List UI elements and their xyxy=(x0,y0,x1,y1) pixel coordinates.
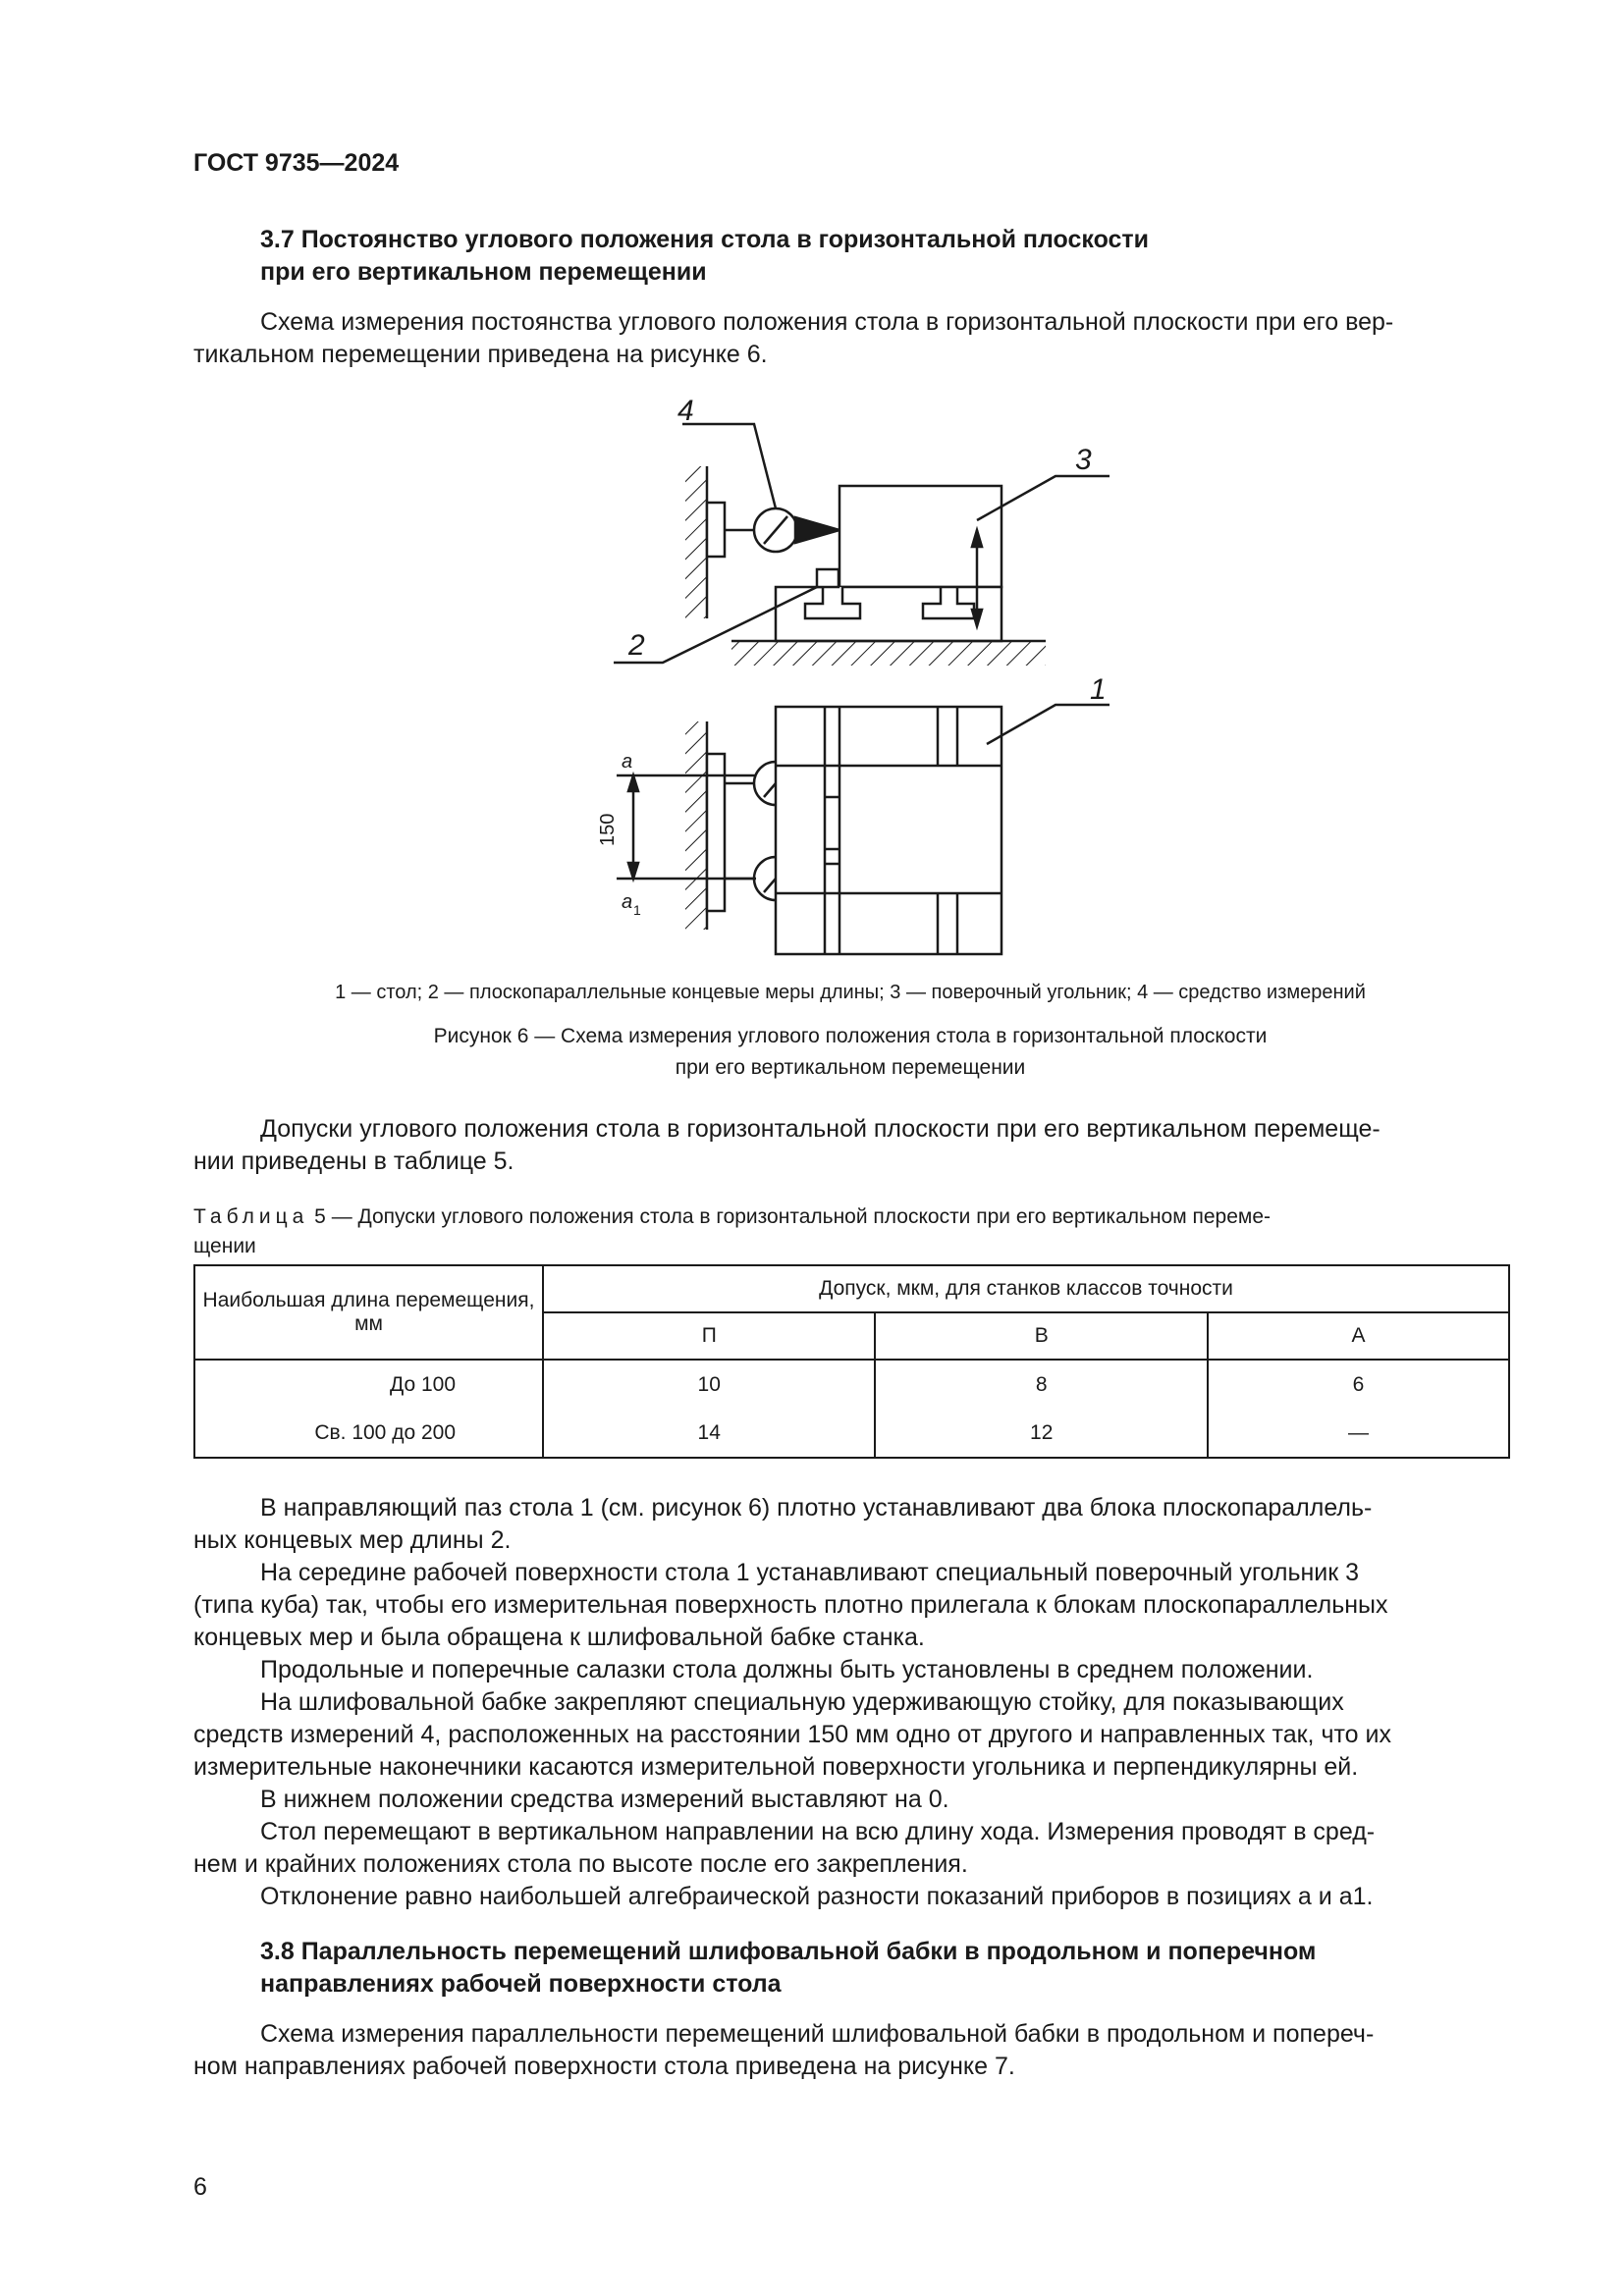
fig-label-a: a xyxy=(622,751,633,773)
section-3-8-title: 3.8 Параллельность перемещений шлифовальной бабки в продольном и поперечном направлениях рабочей поверхности стола xyxy=(260,1938,1317,1998)
section-3-7-intro: Схема измерения постоянства углового положения стола в горизонтальной плоскости при его вер- тикальном перемещении приведена на рисунке 6. xyxy=(193,308,1394,368)
figure-6-diagram xyxy=(550,388,1107,957)
table-side-view xyxy=(776,707,1001,954)
section-3-7-title: 3.7 Постоянство углового положения стола в горизонтальной плоскости при его вертикальном перемещении xyxy=(260,226,1150,286)
wall-hatch-top xyxy=(685,466,707,618)
gauge-block-top xyxy=(817,569,839,587)
wall-hatch-bottom xyxy=(685,721,707,930)
fig-label-3: 3 xyxy=(1075,444,1092,476)
section-3-8-intro: Схема измерения параллельности перемещений шлифовальной бабки в продольном и попереч- ном направлениях рабочей поверхности стола приведена на рисунке 7. xyxy=(193,2020,1375,2080)
page-number: 6 xyxy=(193,2173,207,2201)
document-header: ГОСТ 9735—2024 xyxy=(193,149,400,177)
table-header-length: Наибольшая длина перемещения, мм xyxy=(194,1265,543,1360)
fig-label-4: 4 xyxy=(677,395,694,427)
fig-label-a1: a xyxy=(622,891,633,913)
fig-label-2: 2 xyxy=(628,629,645,662)
table-5-caption: Таблица 5 — Допуски углового положения стола в горизонтальной плоскости при его вертикальном переме- щении xyxy=(193,1205,1272,1257)
fig-label-a1-sub: 1 xyxy=(633,902,641,918)
procedure-text: В направляющий паз стола 1 (см. рисунок 6) плотно устанавливают два блока плоскопараллель- ных концевых мер длины 2. На середине рабочей поверхности стола 1 устанавливают специальный поверочный угольник 3 (типа куба) так, чтобы его измерительная поверхность плотно прилегала к блокам плоскопараллельных концевых мер и была обращена к шлифовальной бабке станка. Продольные и поперечные салазки стола должны быть установлены в среднем положении. На шлифовальной бабке закрепляют специальную удерживающую стойку, для показывающих средств измерений 4, расположенных на расстоянии 150 мм одно от другого и направленных так, что их измерительные наконечники касаются измерительной поверхности угольника и перпендикулярны ей. В нижнем положении средства измерений выставляют на 0. Стол перемещают в вертикальном направлении на всю длину хода. Измерения проводят в сред- нем и крайних положениях стола по высоте после его закрепления. Отклонение равно наибольшей алгебраической разности показаний приборов в позициях a и a1. xyxy=(193,1494,1391,1910)
holder-top xyxy=(707,503,725,557)
table-header-group: Допуск, мкм, для станков классов точности xyxy=(543,1265,1509,1312)
ground-hatch xyxy=(731,641,1046,666)
fig-label-1: 1 xyxy=(1090,673,1107,706)
table-row: До 100 10 8 6 xyxy=(194,1360,1509,1409)
table-5 xyxy=(193,1264,1510,1459)
table-row: Св. 100 до 200 14 12 — xyxy=(194,1409,1509,1458)
holder-bottom xyxy=(707,754,725,911)
leader-1 xyxy=(987,705,1110,744)
figure-6-legend: 1 — стол; 2 — плоскопараллельные концевые меры длины; 3 — поверочный угольник; 4 — средство измерений xyxy=(335,982,1366,1003)
fig-dimension-150: 150 xyxy=(597,813,619,846)
table-header-class-p: П xyxy=(543,1312,875,1360)
probe-cone-top xyxy=(795,517,839,543)
figure-6-caption: Рисунок 6 — Схема измерения углового положения стола в горизонтальной плоскости при его вертикальном перемещении xyxy=(433,1025,1268,1079)
table-header-class-a: А xyxy=(1208,1312,1509,1360)
tolerance-intro: Допуски углового положения стола в горизонтальной плоскости при его вертикальном перемеще- нии приведены в таблице 5. xyxy=(193,1115,1380,1175)
table-header-class-v: В xyxy=(875,1312,1207,1360)
